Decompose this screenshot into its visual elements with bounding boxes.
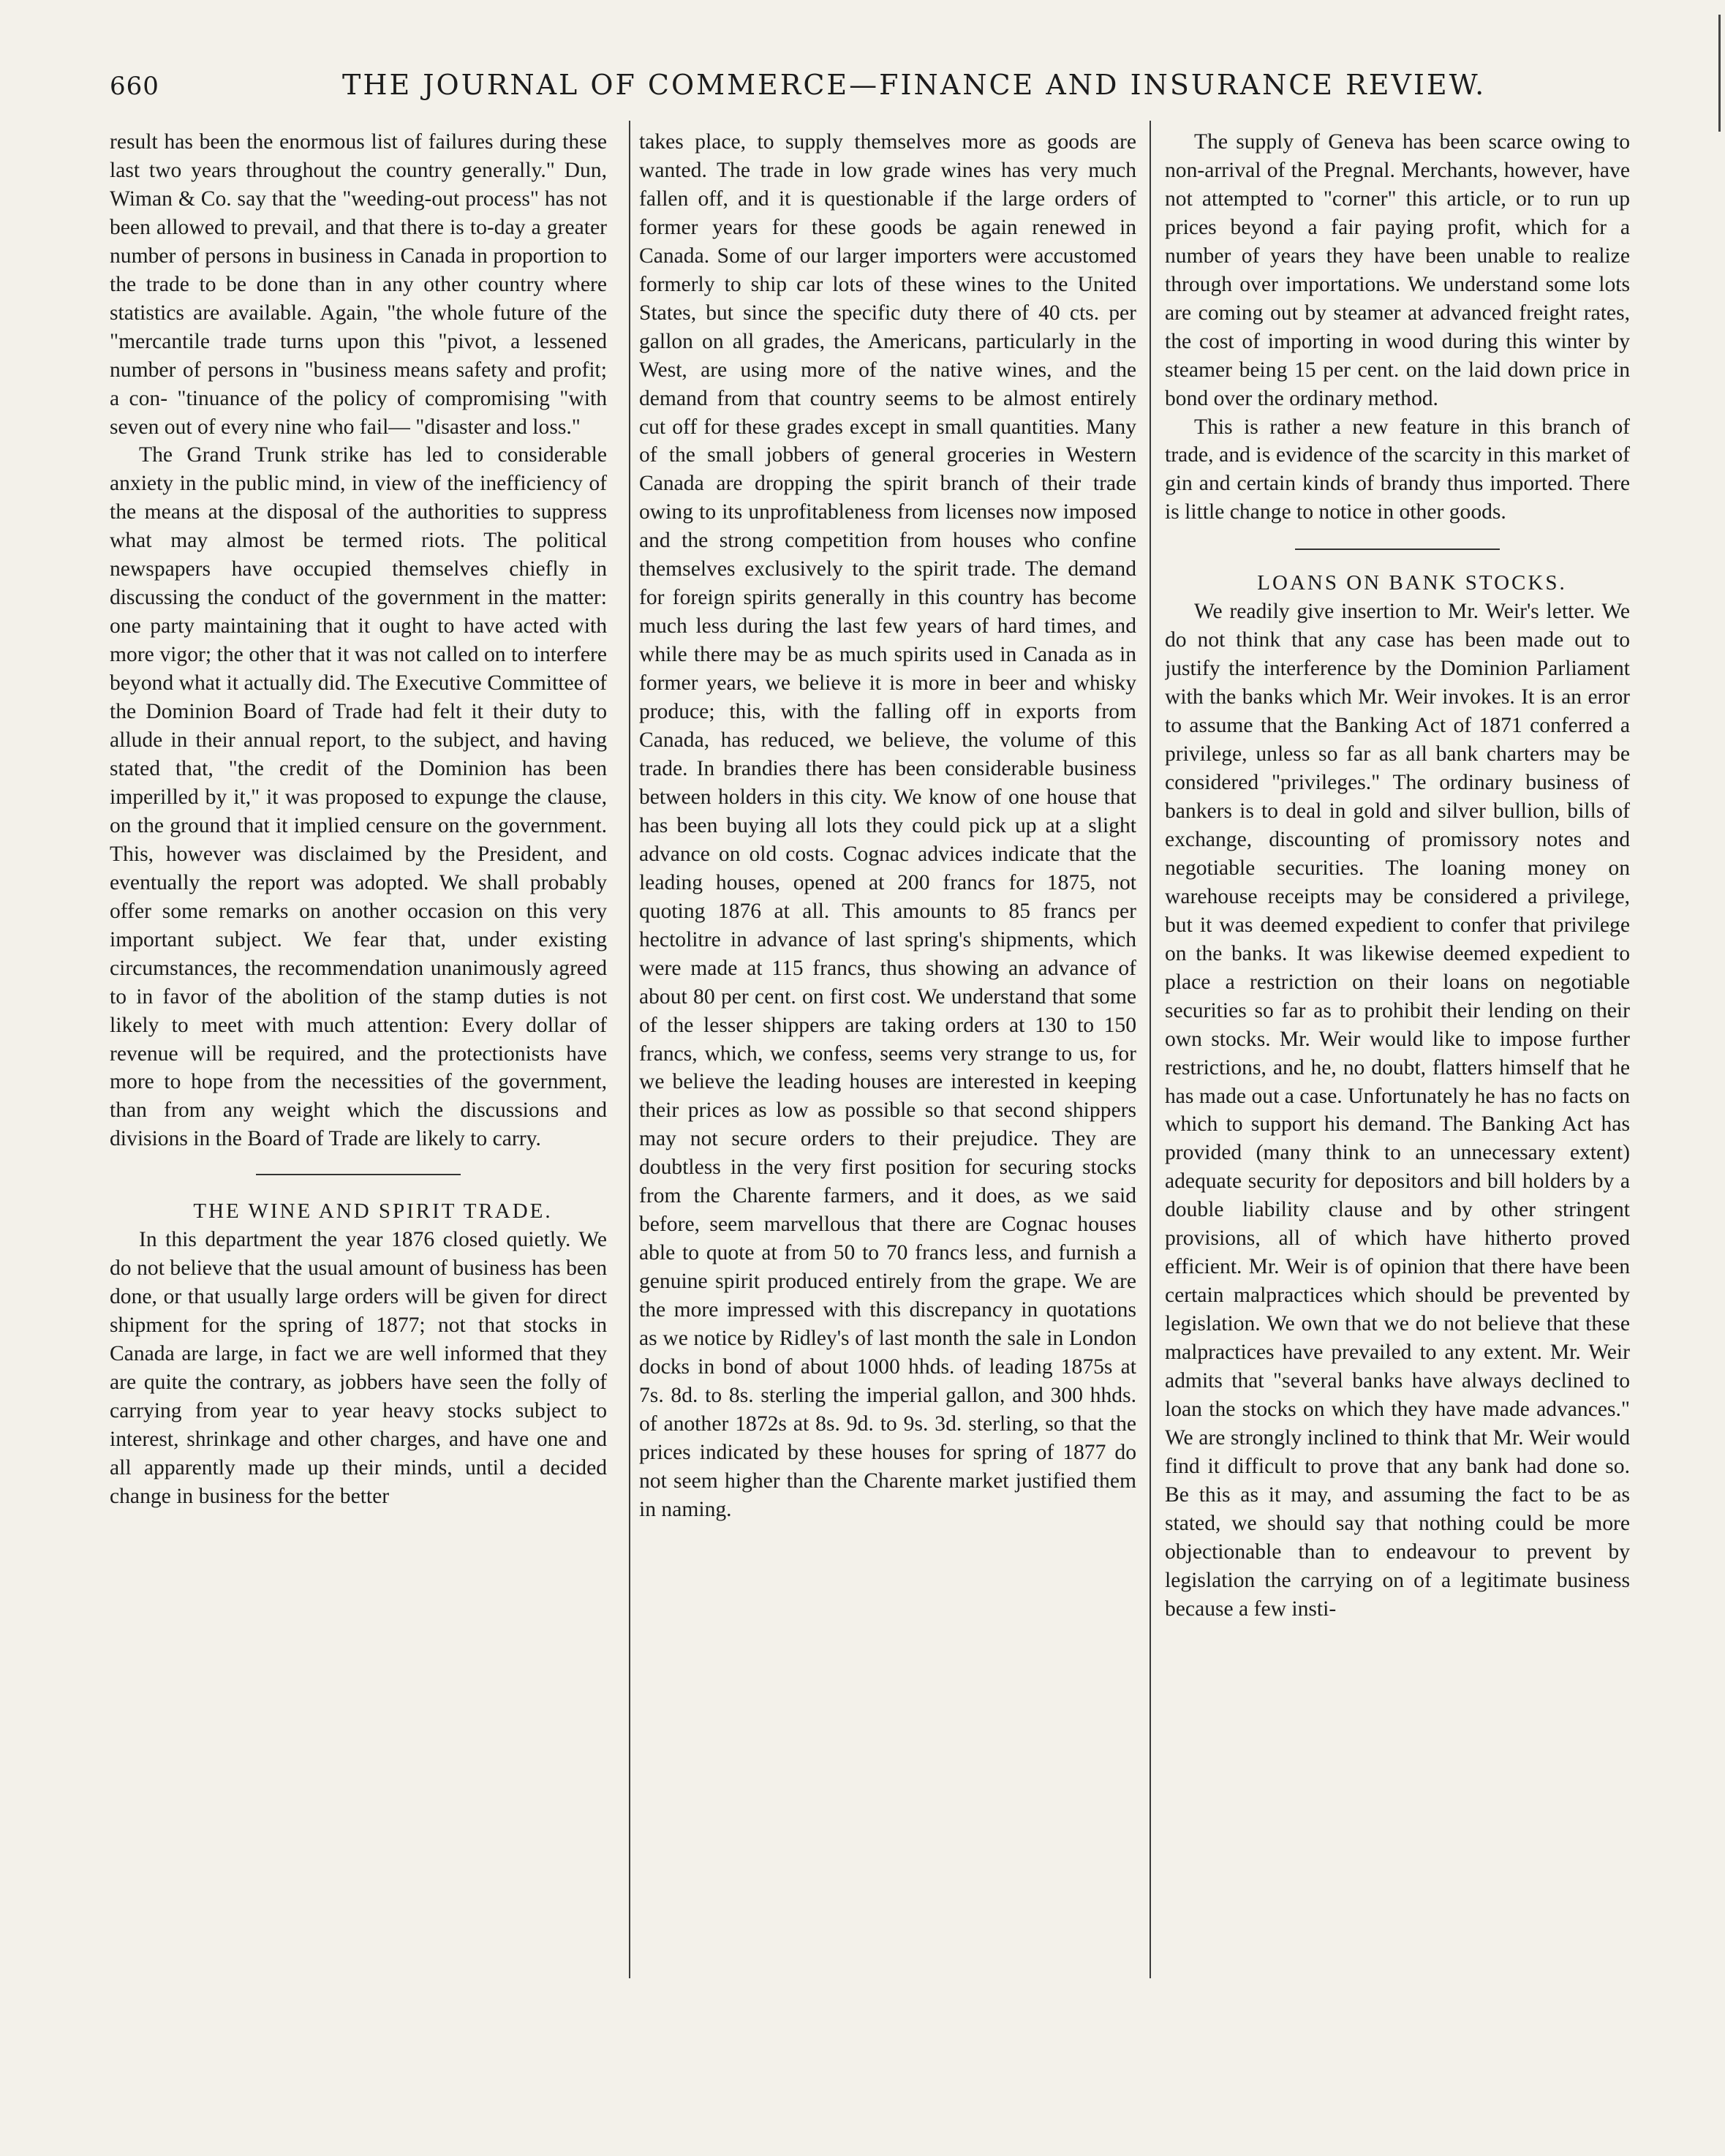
paragraph: The Grand Trunk strike has led to considerable anxiety in the public mind, in view of the inefficiency of the means at the disposal of the authorities to suppress what may almost be termed riots. The political newspapers have occupied themselves chiefly in discussing the conduct of the government in the matter: one party maintaining that it ought to have acted with more vigor; the other that it was not called on to interfere beyond what it actually did. The Executive Committee of the Dominion Board of Trade had felt it their duty to allude in their annual report, to the subject, and having stated that, "the credit of the Dominion has been imperilled by it," it was proposed to expunge the clause, on the ground that it implied censure on the government. This, however was disclaimed by the President, and eventually the report was adopted. We shall probably offer some remarks on another occasion on this very important subject. We fear that, under existing circumstances, the recommendation unanimously agreed to in favor of the abolition of the stamp duties is not likely to meet with much attention: Every dollar of revenue will be required, and the protectionists have more to hope from the necessities of the government, than from any weight which the discussions and divisions in the Board of Trade are likely to carry. bbox=[110, 443, 607, 1151]
page-number: 660 bbox=[110, 72, 159, 101]
journal-title: THE JOURNAL OF COMMERCE—FINANCE AND INSURANCE REVIEW. bbox=[342, 69, 1487, 101]
column-2 bbox=[639, 128, 1136, 2000]
paragraph: takes place, to supply themselves more as goods are wanted. The trade in low grade wines has very much fallen off, and it is questionable if the large orders of former years for these goods be again renewed in Canada. Some of our larger importers were accustomed formerly to ship car lots of these wines to the United States, but since the specific duty there of 40 cts. per gallon on all grades, the Americans, particularly in the West, are using more of the native wines, and the demand from that country seems to be almost entirely cut off for these grades except in small quantities. Many of the small jobbers of general groceries in Western Canada are dropping the spirit branch of their trade owing to its unprofitableness from licenses now imposed and the strong competition from houses who confine themselves exclusively to the spirit trade. The demand for foreign spirits generally in this country has become much less during the last few years of hard times, and while there may be as much spirits used in Canada as in former years, we believe it is more in beer and whisky produce; this, with the falling off in exports from Canada, has reduced, we believe, the volume of this trade. In brandies there has been considerable business between holders in this city. We know of one house that has been buying all lots they could pick up at a slight advance on old costs. Cognac advices indicate that the leading houses, opened at 200 francs for 1875, not quoting 1876 at all. This amounts to 85 francs per hectolitre in advance of last spring's shipments, which were made at 115 francs, thus showing an advance of about 80 per cent. on first cost. We understand that some of the lesser shippers are taking orders at 130 to 150 francs, which, we confess, seems very strange to us, for we believe the leading houses are interested in keeping their prices as low as possible so that second shippers may not secure orders to their prejudice. They are doubtless in the very first position for securing stocks from the Charente farmers, and it does, as we said before, seem marvellous that there are Cognac houses able to quote at from 50 to 70 francs less, and furnish a genuine spirit produced entirely from the grape. We are the more impressed with this discrepancy in quotations as we notice by Ridley's of last month the sale in London docks in bond of about 1000 hhds. of leading 1875s at 7s. 8d. to 8s. sterling the imperial gallon, and 300 hhds. of another 1872s at 8s. 9d. to 9s. 3d. sterling, so that the prices indicated by these houses for spring of 1877 do not seem higher than the Charente market justified them in naming. bbox=[639, 130, 1136, 1521]
paragraph: This is rather a new feature in this branch of trade, and is evidence of the scarcity in this market of gin and certain kinds of brandy thus imported. There is little change to notice in other goods. bbox=[1165, 415, 1630, 524]
column-1 bbox=[110, 128, 607, 2000]
section-divider bbox=[256, 1174, 461, 1175]
paragraph: The supply of Geneva has been scarce owing to non-arrival of the Pregnal. Merchants, however, have not attempted to "corner" this article, or to run up prices beyond a fair paying profit, which for a number of years they have been unable to realize through over importations. We understand some lots are coming out by steamer at advanced freight rates, the cost of importing in wood during this winter by steamer being 15 per cent. on the laid down price in bond over the ordinary method. bbox=[1165, 130, 1630, 410]
column-3 bbox=[1165, 128, 1630, 2000]
page-header bbox=[110, 64, 1487, 108]
paragraph: We readily give insertion to Mr. Weir's letter. We do not think that any case has been made out to justify the interference by the Dominion Parliament with the banks which Mr. Weir invokes. It is an error to assume that the Banking Act of 1871 conferred a privilege, unless so far as all bank charters may be considered "privileges." The ordinary business of bankers is to deal in gold and silver bullion, bills of exchange, discounting of promissory notes and negotiable securities. The loaning money on warehouse receipts may be considered a privilege, but it was deemed expedient to confer that privilege on the banks. It was likewise deemed expedient to place a restriction on their loans on negotiable securities so far as to prohibit their lending on their own stocks. Mr. Weir would like to impose further restrictions, and he, no doubt, flatters himself that he has made out a case. Unfortunately he has no facts on which to support his demand. The Banking Act has provided (many think to an unnecessary extent) adequate security for depositors and bill holders by a double liability clause and by other stringent provisions, all of which have hitherto proved efficient. Mr. Weir is of opinion that there have been certain malpractices which should be prevented by legislation. We own that we do not believe that these malpractices have prevailed to any extent. Mr. Weir admits that "several banks have always declined to loan the stocks on which they have made advances." We are strongly inclined to think that Mr. Weir would find it difficult to prove that any bank had done so. Be this as it may, and assuming the fact to be as stated, we should say that nothing could be more objectionable than to endeavour to prevent by legislation the carrying on of a legitimate business because a few insti- bbox=[1165, 600, 1630, 1621]
section-title-wine-spirit: THE WINE AND SPIRIT TRADE. bbox=[193, 1199, 553, 1224]
section-title-loans-bank-stocks: LOANS ON BANK STOCKS. bbox=[1257, 571, 1567, 595]
column-divider bbox=[1150, 121, 1151, 1978]
margin-edge-line bbox=[1718, 15, 1721, 132]
paragraph: In this department the year 1876 closed quietly. We do not believe that the usual amount of business has been done, or that usually large orders will be given for direct shipment for the spring of 1877; not that stocks in Canada are large, in fact we are well informed that they are quite the contrary, as jobbers have seen the folly of carrying from year to year heavy stocks subject to interest, shrinkage and other charges, and have one and all apparently made up their minds, until a decided change in business for the better bbox=[110, 1228, 607, 1508]
section-divider bbox=[1295, 549, 1500, 550]
paragraph: result has been the enormous list of failures during these last two years throughout the country generally." Dun, Wiman & Co. say that the "weeding-out process" has not been allowed to prevail, and that there is to-day a greater number of persons in business in Canada in proportion to the trade to be done than in any other country where statistics are available. Again, "the whole future of the "mercantile trade turns upon this "pivot, a lessened number of persons in "business means safety and profit; a con- "tinuance of the policy of compromising "with seven out of every nine who fail— "disaster and loss." bbox=[110, 130, 607, 439]
column-divider bbox=[629, 121, 630, 1978]
